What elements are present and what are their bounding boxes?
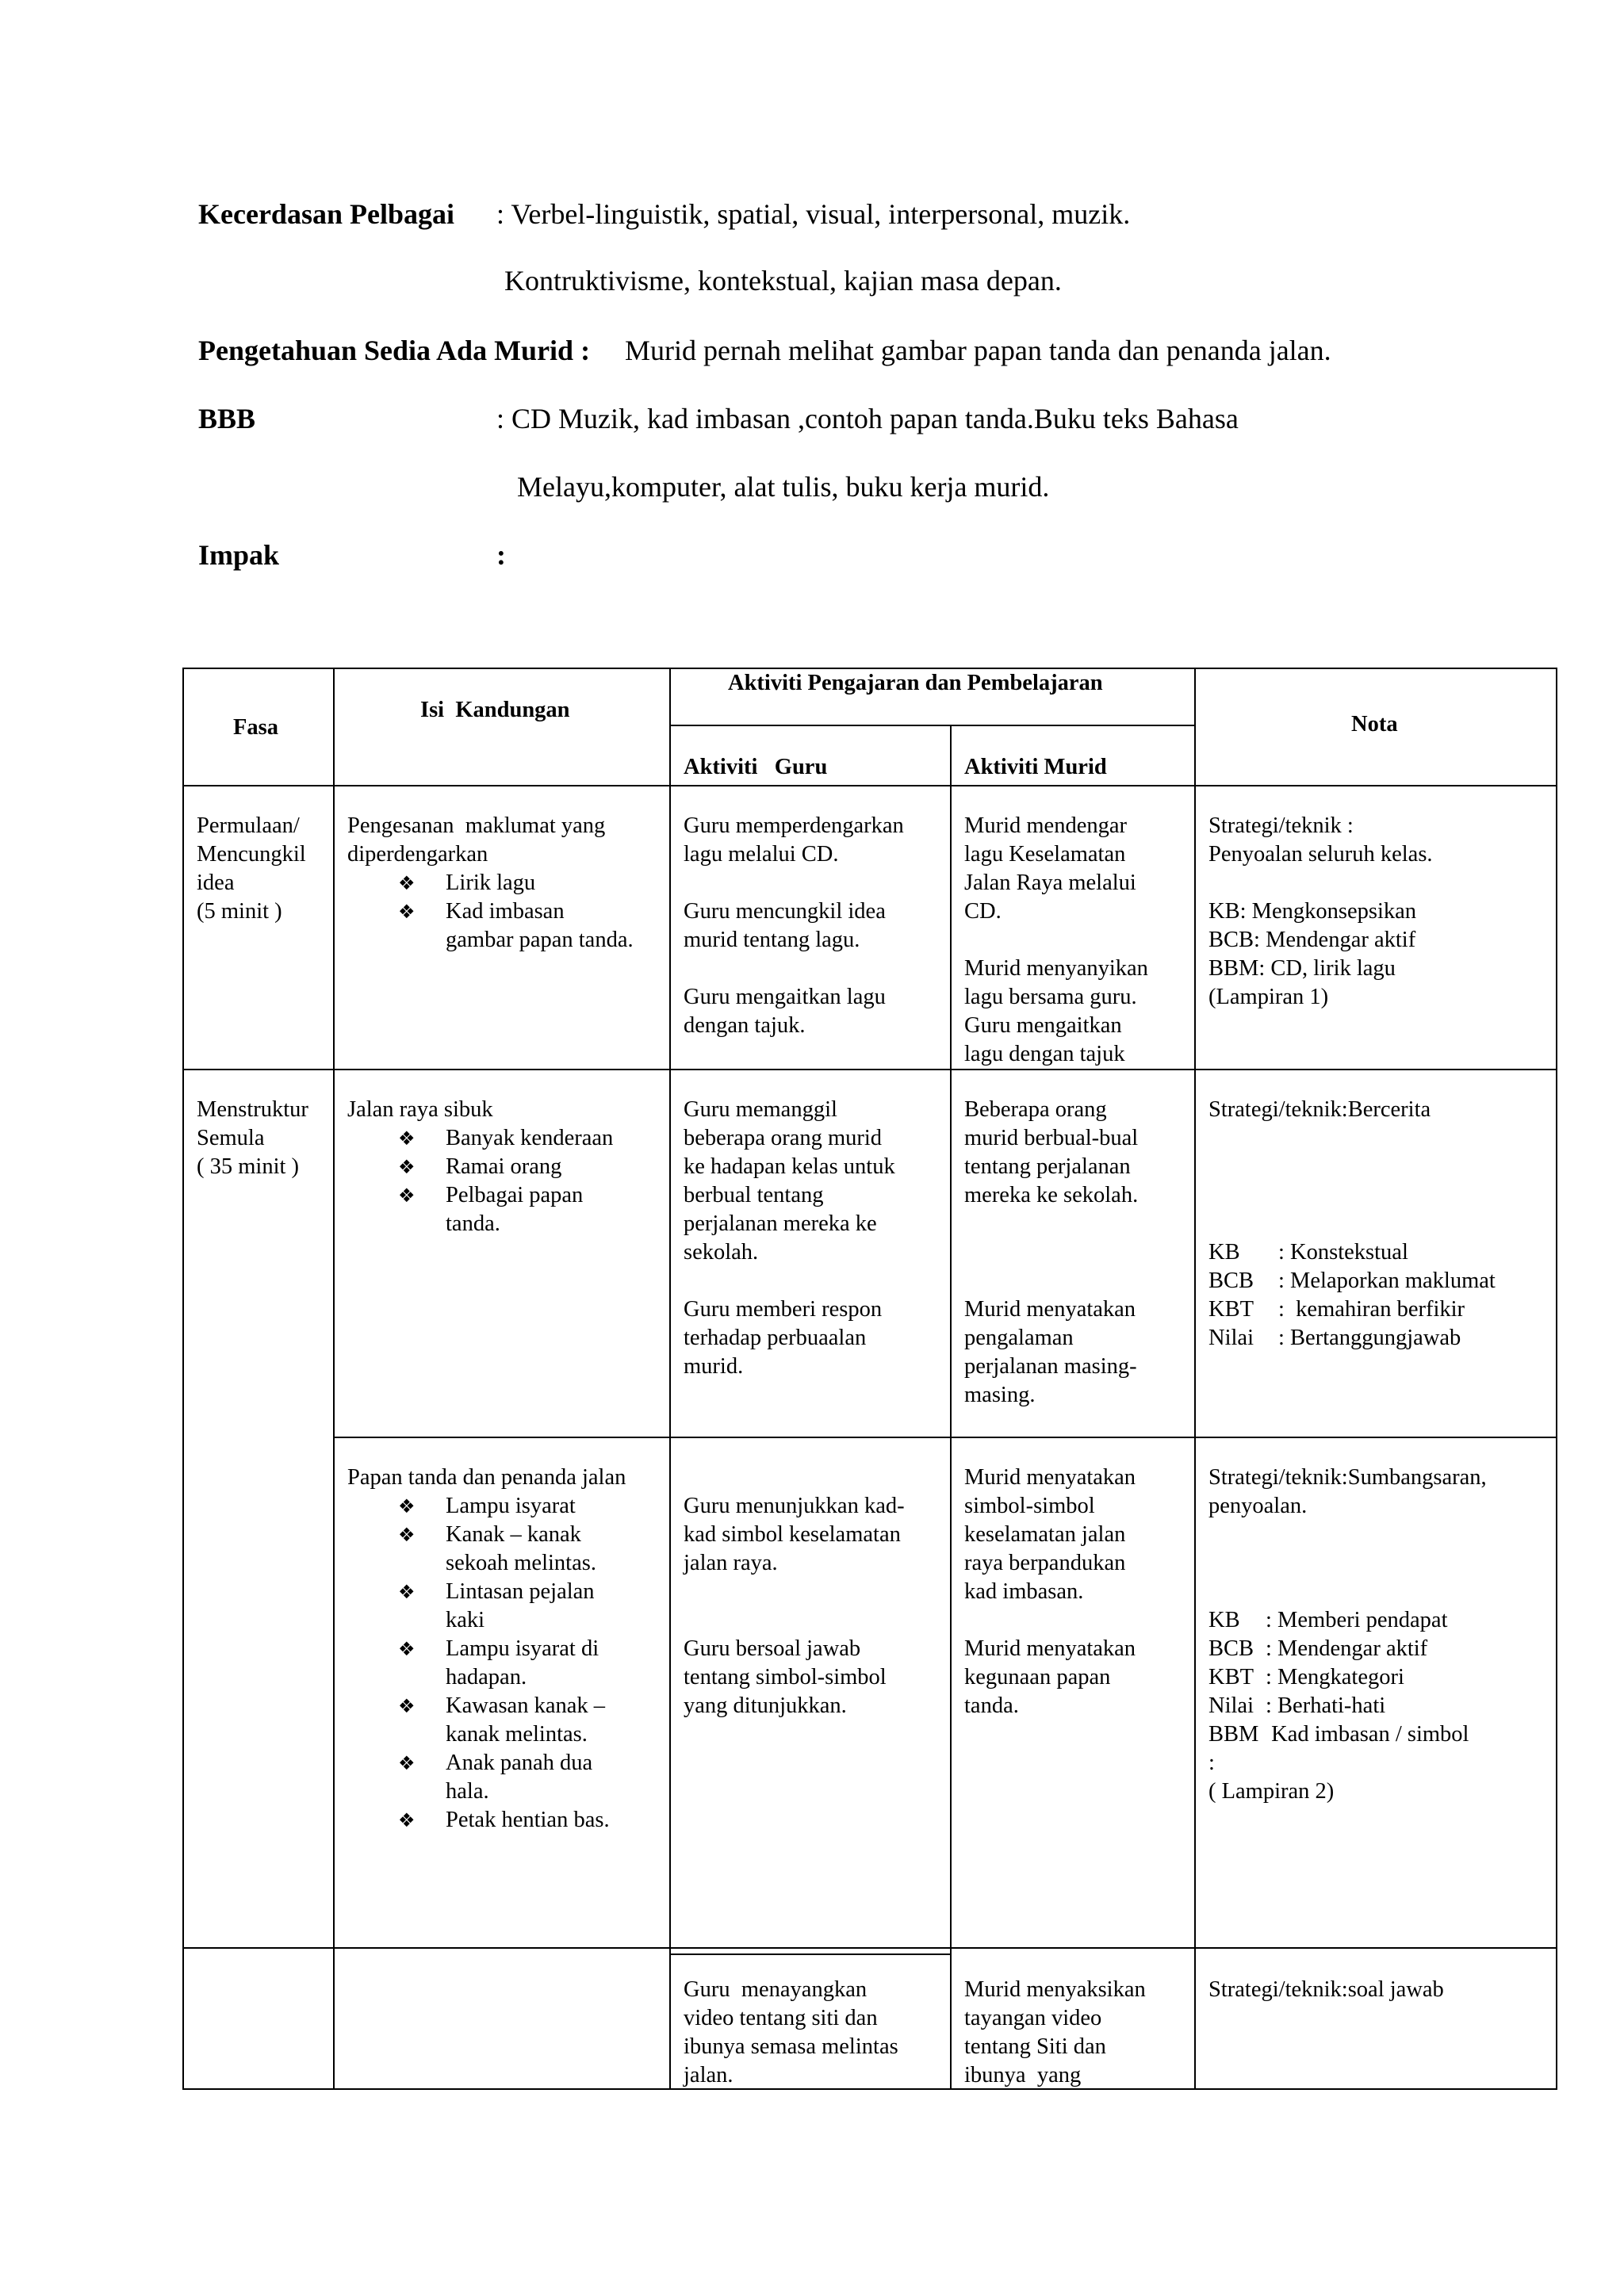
nota-item: Nilai : Bertanggungjawab xyxy=(1208,1326,1461,1350)
row3-guru: Guru menunjukkan kad- kad simbol keselamatan jalan raya. Guru bersoal jawab tentang simbol-simbol yang ditunjukkan. xyxy=(684,1494,905,1718)
impak-value: : xyxy=(496,539,506,571)
isi-bullet-item: ❖ Petak hentian bas. xyxy=(347,1806,668,1835)
row4-murid: Murid menyaksikan tayangan video tentang Siti dan ibunya yang xyxy=(964,1977,1146,2087)
impak-label: Impak xyxy=(198,539,280,571)
pengetahuan-value: Murid pernah melihat gambar papan tanda dan penanda jalan. xyxy=(625,335,1331,366)
fasa-line: idea xyxy=(197,871,235,895)
row3-bottom-line xyxy=(182,1947,1557,1949)
isi-bullet-item: ❖ Kanak – kanak sekoah melintas. xyxy=(347,1521,668,1578)
isi-bullet-item: ❖ Lirik lagu xyxy=(347,869,668,897)
isi-bullet-item: ❖ Lampu isyarat xyxy=(347,1492,668,1521)
isi-bullet-item: ❖ Lintasan pejalan kaki xyxy=(347,1578,668,1635)
bbb-value: : CD Muzik, kad imbasan ,contoh papan tanda.Buku teks Bahasa xyxy=(496,403,1239,434)
table-border-right xyxy=(1556,668,1557,2090)
header-aktiviti-murid: Aktiviti Murid xyxy=(964,755,1107,779)
row2-nota: Strategi/teknik:Bercerita KB : Konstekstual BCB : Melaporkan maklumat KBT : kemahiran berfikir Nilai : Bertanggungjawab xyxy=(1208,1096,1554,1353)
row3-double-line xyxy=(669,1954,952,1955)
col-line-3 xyxy=(950,725,952,2090)
row2-murid: Beberapa orang murid berbual-bual tentang perjalanan mereka ke sekolah. Murid menyatakan pengalaman perjalanan masing- masing. xyxy=(964,1097,1139,1407)
isi-intro-line: diperdengarkan xyxy=(347,842,488,867)
isi-bullet-item: ❖ Ramai orang xyxy=(347,1153,668,1181)
row1-bottom-line xyxy=(182,1069,1557,1070)
pengetahuan-label: Pengetahuan Sedia Ada Murid : xyxy=(198,335,591,366)
header-aktiviti-guru: Aktiviti Guru xyxy=(684,755,828,779)
table-border-left xyxy=(182,668,184,2090)
isi-bullet-item: ❖ Anak panah dua hala. xyxy=(347,1749,668,1806)
header-sub-line xyxy=(669,725,1196,726)
row4-guru: Guru menayangkan video tentang siti dan ibunya semasa melintas jalan. xyxy=(684,1977,898,2087)
header-bottom-line xyxy=(182,785,1557,786)
header-fasa: Fasa xyxy=(233,715,278,740)
col-line-2 xyxy=(669,668,671,2090)
kecerdasan-line2: Kontruktivisme, kontekstual, kajian masa depan. xyxy=(504,265,1062,297)
header-nota: Nota xyxy=(1351,712,1398,737)
nota-item: KB : Konstekstual xyxy=(1208,1240,1408,1265)
row3-isi: Papan tanda dan penanda jalan ❖ Lampu isyarat ❖ Kanak – kanak sekoah melintas. ❖ Lintasan pejalan kaki ❖ Lampu isyarat di hadapan. ❖ Kawasan kanak – kanak melintas. ❖ Anak panah dua hala. ❖ Petak hentian bas. xyxy=(347,1464,668,1835)
row1-guru: Guru memperdengarkan lagu melalui CD. Guru mencungkil idea murid tentang lagu. Guru mengaitkan lagu dengan tajuk. xyxy=(684,813,904,1038)
nota-item: BBM : Kad imbasan / simbol xyxy=(1208,1722,1469,1775)
row4-nota: Strategi/teknik:soal jawab xyxy=(1208,1977,1444,2002)
nota-item: BCB : Melaporkan maklumat xyxy=(1208,1269,1496,1293)
row1-fasa xyxy=(197,812,331,926)
row1-nota: Strategi/teknik : Penyoalan seluruh kelas. KB: Mengkonsepsikan BCB: Mendengar aktif BBM: CD, lirik lagu (Lampiran 1) xyxy=(1208,813,1433,1009)
nota-item: KBT : Mengkategori xyxy=(1208,1665,1404,1689)
row3-murid: Murid menyatakan simbol-simbol keselamatan jalan raya berpandukan kad imbasan. Murid menyatakan kegunaan papan tanda. xyxy=(964,1465,1136,1718)
row1-murid: Murid mendengar lagu Keselamatan Jalan Raya melalui CD. Murid menyanyikan lagu bersama guru. Guru mengaitkan lagu dengan tajuk xyxy=(964,813,1148,1066)
fasa-line: Mencungkil xyxy=(197,842,306,867)
col-line-4 xyxy=(1194,668,1196,2090)
row2-isi: Jalan raya sibuk ❖ Banyak kenderaan ❖ Ramai orang ❖ Pelbagai papan tanda. xyxy=(347,1096,668,1238)
fasa-line: (5 minit ) xyxy=(197,899,282,924)
row2-fasa: Menstruktur Semula ( 35 minit ) xyxy=(197,1097,308,1179)
nota-item: Nilai : Berhati-hati xyxy=(1208,1693,1386,1718)
row2-bottom-line xyxy=(333,1437,1557,1438)
row2-guru: Guru memanggil beberapa orang murid ke hadapan kelas untuk berbual tentang perjalanan mereka ke sekolah. Guru memberi respon terhadap perbuaalan murid. xyxy=(684,1097,895,1379)
isi-intro-line: Pengesanan maklumat yang xyxy=(347,813,606,838)
fasa-line: Permulaan/ xyxy=(197,813,300,838)
isi-bullet-item: ❖ Pelbagai papan tanda. xyxy=(347,1181,668,1238)
isi-bullet-item: ❖ Kawasan kanak – kanak melintas. xyxy=(347,1692,668,1749)
lesson-table xyxy=(182,668,1557,2090)
nota-item: KBT : kemahiran berfikir xyxy=(1208,1297,1465,1322)
nota-item: KB : Memberi pendapat xyxy=(1208,1608,1448,1632)
kecerdasan-value: : Verbel-linguistik, spatial, visual, interpersonal, muzik. xyxy=(496,198,1131,230)
isi-bullet-item: ❖ Kad imbasan gambar papan tanda. xyxy=(347,897,668,955)
isi-bullet-item: ❖ Banyak kenderaan xyxy=(347,1124,668,1153)
col-line-1 xyxy=(333,668,335,2090)
bbb-label: BBB xyxy=(198,403,256,434)
isi-bullet-item: ❖ Lampu isyarat di hadapan. xyxy=(347,1635,668,1692)
header-aktiviti: Aktiviti Pengajaran dan Pembelajaran xyxy=(728,671,1103,695)
kecerdasan-label: Kecerdasan Pelbagai xyxy=(198,198,454,230)
header-isi-kandungan: Isi Kandungan xyxy=(420,698,570,722)
bbb-line2: Melayu,komputer, alat tulis, buku kerja murid. xyxy=(517,471,1050,503)
nota-item: BCB : Mendengar aktif xyxy=(1208,1636,1428,1661)
row1-isi xyxy=(347,812,668,955)
row3-nota: Strategi/teknik:Sumbangsaran, penyoalan. KB : Memberi pendapat BCB : Mendengar aktif KBT : Mengkategori Nilai : Berhati-hati BBM : Kad imbasan / simbol ( Lampiran 2) xyxy=(1208,1464,1554,1806)
